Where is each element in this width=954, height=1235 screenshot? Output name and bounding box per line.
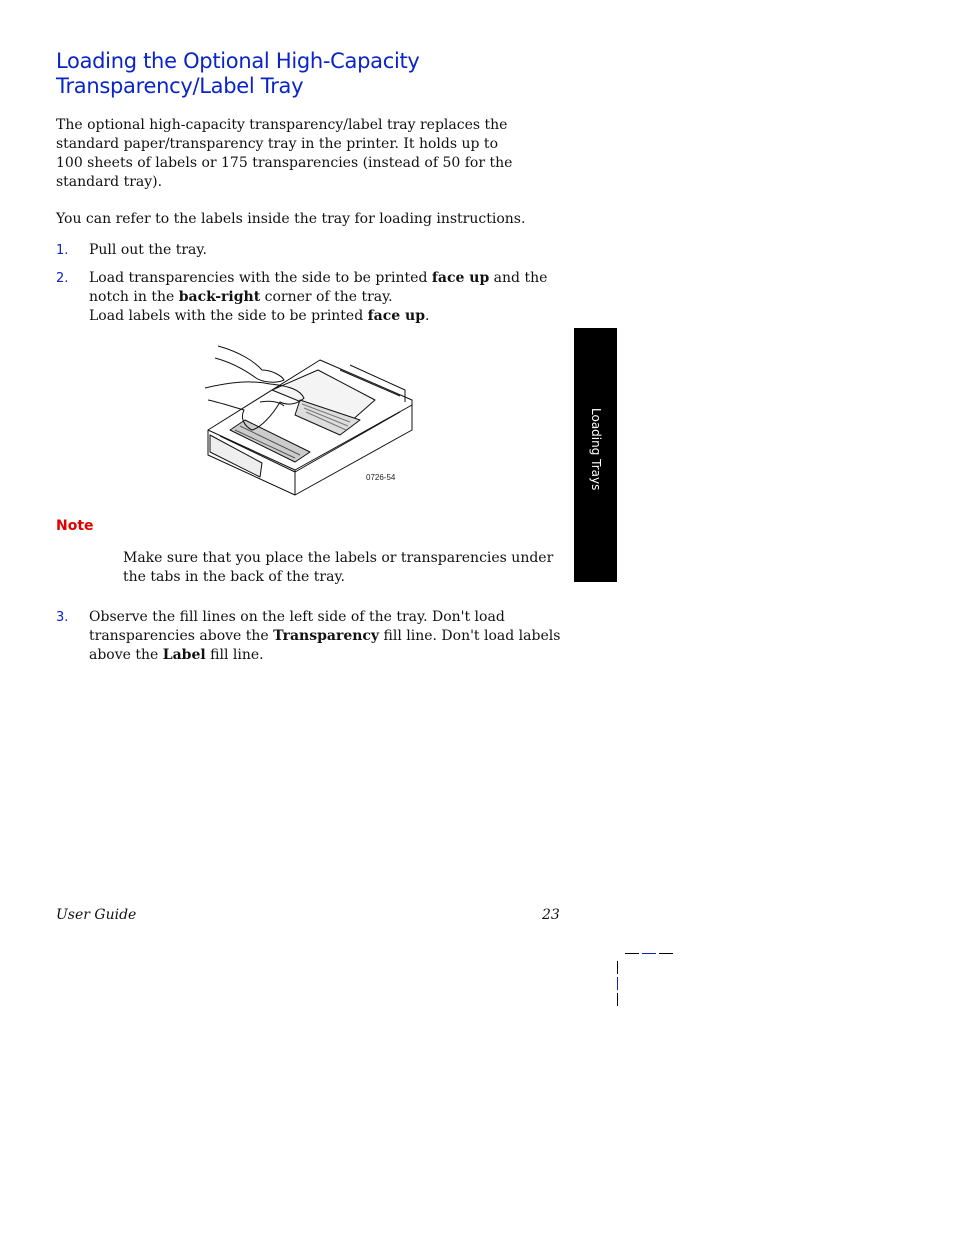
bold-text: back-right	[178, 289, 261, 305]
crop-mark	[617, 977, 618, 990]
text-run: and the	[489, 270, 548, 286]
text-run: above the	[89, 647, 163, 663]
text-run: transparencies above the	[89, 628, 274, 644]
figure-label: 0726-54	[366, 473, 396, 482]
step-line: Observe the fill lines on the left side of the tray. Don't load	[89, 609, 505, 625]
step-number: 2.	[56, 271, 69, 286]
step-line	[89, 288, 569, 307]
step-1	[56, 241, 566, 261]
bold-text: face up	[367, 308, 426, 324]
crop-mark	[617, 961, 618, 974]
step-2	[56, 269, 566, 329]
step-number: 1.	[56, 243, 69, 258]
text-run: notch in the	[89, 289, 179, 305]
text-run: fill line. Don't load labels	[379, 628, 561, 644]
intro-line: standard tray).	[56, 174, 163, 190]
step-text	[89, 269, 569, 326]
crop-mark	[625, 953, 639, 954]
side-tab-label: Loading Trays	[589, 408, 603, 491]
note-label: Note	[56, 518, 94, 534]
bold-text: Transparency	[273, 628, 380, 644]
footer-title: User Guide	[56, 907, 137, 923]
text-run: Load transparencies with the side to be printed	[89, 270, 432, 286]
note-text	[123, 549, 553, 587]
intro-line: 100 sheets of labels or 175 transparencies (instead of 50 for the	[56, 155, 513, 171]
section-side-tab	[574, 328, 617, 582]
note-line: Make sure that you place the labels or transparencies under	[123, 550, 554, 566]
text-run: Load labels with the side to be printed	[89, 308, 368, 324]
crop-mark	[617, 993, 618, 1006]
refer-paragraph: You can refer to the labels inside the tray for loading instructions.	[56, 211, 526, 227]
crop-mark	[659, 953, 673, 954]
page-title-line-2: Transparency/Label Tray	[56, 74, 304, 98]
text-run: .	[425, 308, 430, 324]
page-title	[56, 49, 420, 99]
step-line	[89, 307, 569, 326]
note-line: the tabs in the back of the tray.	[123, 569, 345, 585]
step-text	[89, 608, 569, 665]
intro-line: standard paper/transparency tray in the printer. It holds up to	[56, 136, 498, 152]
intro-line: The optional high-capacity transparency/label tray replaces the	[56, 117, 508, 133]
step-3	[56, 608, 566, 668]
intro-paragraph	[56, 116, 556, 192]
step-line	[89, 646, 569, 665]
step-line	[89, 627, 569, 646]
page-title-line-1: Loading the Optional High-Capacity	[56, 49, 420, 73]
step-number: 3.	[56, 610, 69, 625]
bold-text: Label	[162, 647, 206, 663]
text-run: fill line.	[205, 647, 264, 663]
step-text: Pull out the tray.	[89, 242, 207, 258]
page-number: 23	[542, 907, 560, 923]
crop-mark	[642, 953, 656, 954]
text-run: corner of the tray.	[260, 289, 393, 305]
bold-text: face up	[431, 270, 490, 286]
step-line	[89, 269, 569, 288]
